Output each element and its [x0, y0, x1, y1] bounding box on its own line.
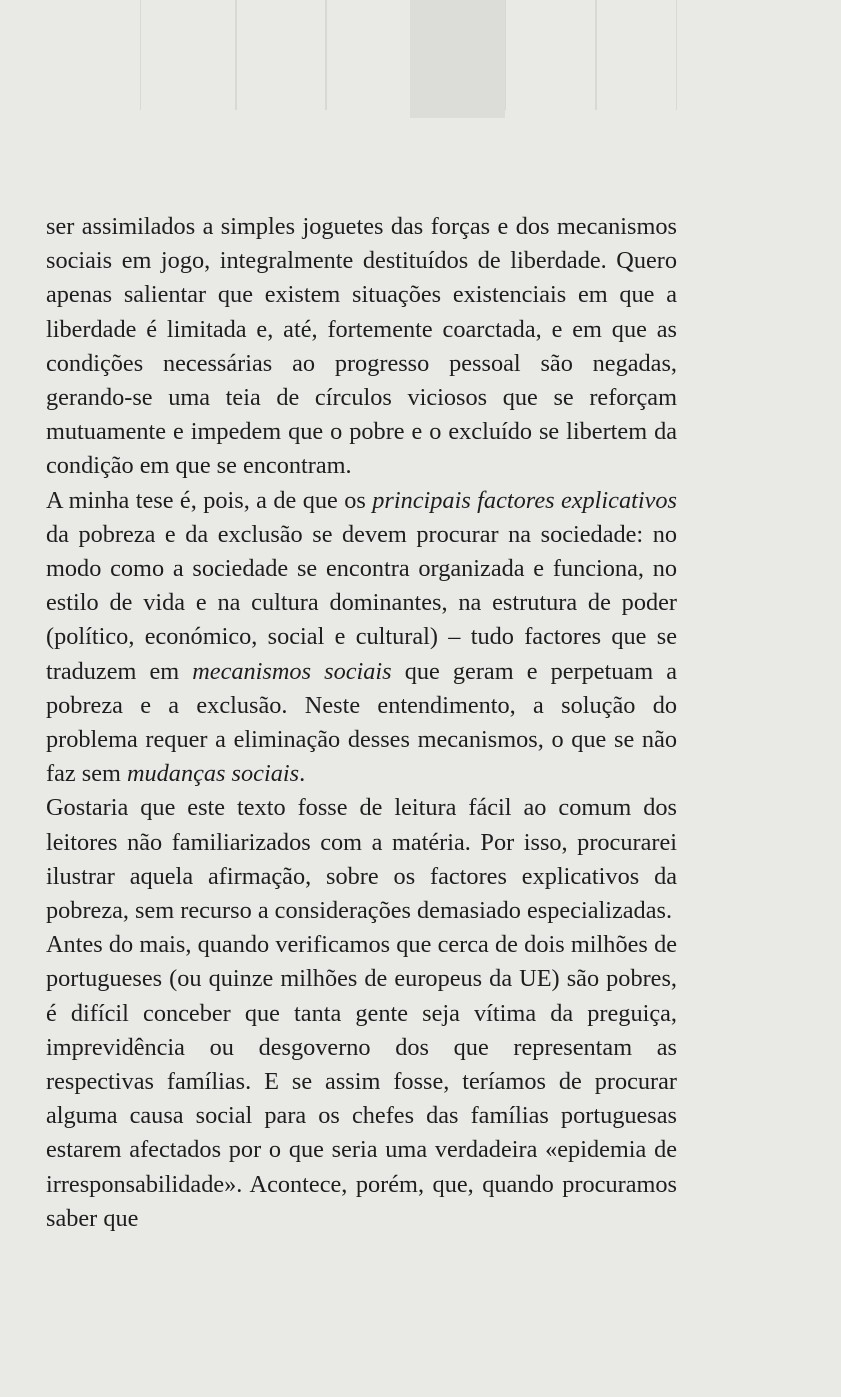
- book-page-body: [46, 210, 677, 1236]
- text-run: A minha tese é, pois, a de que os: [46, 486, 373, 514]
- show-through-column: [505, 0, 597, 110]
- italic-phrase: principais factores explicativos: [372, 486, 678, 514]
- italic-phrase: mecanismos sociais: [192, 657, 392, 685]
- show-through-shaded-column: [410, 0, 505, 118]
- show-through-column: [235, 0, 327, 110]
- text-run: que geram e perpetuam a pobreza e a exclusão. Neste entendimento, a solução do problema requer a eliminação desses mecanismos, o que se não faz sem: [46, 657, 677, 788]
- show-through-column: [325, 0, 412, 110]
- italic-phrase: mudanças sociais: [126, 760, 300, 788]
- text-run: Gostaria que este texto fosse de leitura fácil ao comum dos leitores não familiarizados com a matéria. Por isso, procurarei ilustrar aquela afirmação, sobre os factores explicativos da pobreza, sem recurso a considerações demasiado especializadas.: [46, 794, 677, 925]
- paragraph-3: [46, 791, 677, 928]
- paragraph-2: [46, 484, 677, 792]
- paragraph-1: [46, 210, 677, 484]
- show-through-background: [0, 0, 841, 190]
- paragraph-4: [46, 928, 677, 1236]
- text-run: .: [299, 760, 306, 788]
- show-through-column: [595, 0, 677, 110]
- show-through-column: [140, 0, 237, 110]
- text-run: ser assimilados a simples joguetes das forças e dos mecanismos sociais em jogo, integralmente destituídos de liberdade. Quero apenas salientar que existem situações existenciais em que a liberdade é limitada e, até, fortemente coarctada, e em que as condições necessárias ao progresso pessoal são negadas, gerando-se uma teia de círculos viciosos que se reforçam mutuamente e impedem que o pobre e o excluído se libertem da condição em que se encontram.: [46, 213, 677, 480]
- text-run: Antes do mais, quando verificamos que cerca de dois milhões de portugueses (ou quinze milhões de europeus da UE) são pobres, é difícil conceber que tanta gente seja vítima da preguiça, imprevidência ou desgoverno dos que representam as respectivas famílias. E se assim fosse, teríamos de procurar alguma causa social para os chefes das famílias portuguesas estarem afectados por o que seria uma verdadeira «epidemia de irresponsabilidade». Acontece, porém, que, quando procuramos saber que: [46, 931, 677, 1232]
- text-run: da pobreza e da exclusão se devem procurar na sociedade: no modo como a sociedade se encontra organizada e funciona, no estilo de vida e na cultura dominantes, na estrutura de poder (político, económico, social e cultural) – tudo factores que se traduzem em: [46, 520, 677, 685]
